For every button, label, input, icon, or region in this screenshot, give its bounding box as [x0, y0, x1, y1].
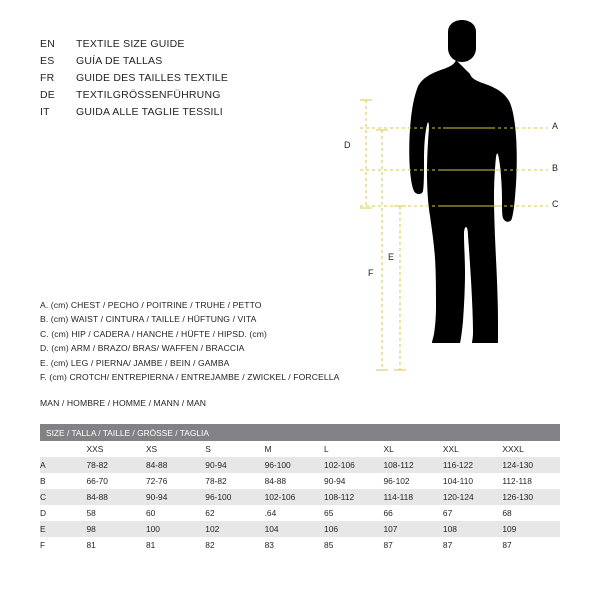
- cell-a-xxs: 78-82: [85, 457, 144, 473]
- legend-line-b: B. (cm) WAIST / CINTURA / TAILLE / HÜFTUNG / VITA: [40, 314, 257, 325]
- cell-d-xxxl: 68: [500, 505, 560, 521]
- row-label-e: E: [40, 521, 85, 537]
- row-label-f: F: [40, 537, 85, 553]
- cell-b-xxxl: 112-118: [500, 473, 560, 489]
- cell-e-xl: 107: [381, 521, 440, 537]
- cell-d-xl: 66: [381, 505, 440, 521]
- cell-e-l: 106: [322, 521, 381, 537]
- language-code: ES: [40, 55, 55, 67]
- size-header-xs: XS: [144, 441, 203, 457]
- language-title: GUIDE DES TAILLES TEXTILE: [76, 72, 229, 84]
- language-row: [40, 87, 340, 104]
- language-code: FR: [40, 72, 55, 84]
- measure-label-a: A: [552, 121, 559, 131]
- row-label-d: D: [40, 505, 85, 521]
- language-code: DE: [40, 89, 55, 101]
- language-row: [40, 104, 340, 121]
- cell-c-xl: 114-118: [381, 489, 440, 505]
- row-label-a: A: [40, 457, 85, 473]
- table-row: [40, 473, 560, 489]
- legend-line-c: C. (cm) HIP / CADERA / HANCHE / HÜFTE / HIPSD. (cm): [40, 328, 267, 339]
- table-size-row: [40, 441, 560, 457]
- size-header-xxs: XXS: [85, 441, 144, 457]
- row-label-c: C: [40, 489, 85, 505]
- cell-c-m: 102-106: [263, 489, 322, 505]
- cell-b-xxl: 104-110: [441, 473, 500, 489]
- size-header-xxxl: XXXL: [500, 441, 560, 457]
- language-title: GUIDA ALLE TAGLIE TESSILI: [76, 106, 223, 118]
- measure-label-d: D: [344, 140, 351, 150]
- cell-c-xs: 90-94: [144, 489, 203, 505]
- cell-e-xxs: 98: [85, 521, 144, 537]
- language-title: GUÍA DE TALLAS: [76, 55, 163, 67]
- language-row: [40, 36, 340, 53]
- cell-a-s: 90-94: [203, 457, 262, 473]
- cell-f-xl: 87: [381, 537, 440, 553]
- cell-d-m: .64: [263, 505, 322, 521]
- cell-b-l: 90-94: [322, 473, 381, 489]
- cell-f-xxxl: 87: [500, 537, 560, 553]
- size-table: [40, 424, 560, 553]
- table-empty-corner: [40, 441, 85, 457]
- cell-c-l: 108-112: [322, 489, 381, 505]
- measure-label-c: C: [552, 199, 559, 209]
- cell-e-xs: 100: [144, 521, 203, 537]
- cell-b-xl: 96-102: [381, 473, 440, 489]
- legend-gender-note: MAN / HOMBRE / HOMME / MANN / MAN: [40, 398, 207, 408]
- table-header-row: [40, 424, 560, 441]
- cell-e-m: 104: [263, 521, 322, 537]
- language-title: TEXTILGRÖSSENFÜHRUNG: [76, 89, 221, 101]
- measurement-legend: [40, 298, 370, 384]
- language-code: EN: [40, 38, 55, 50]
- table-row: [40, 489, 560, 505]
- cell-f-xxl: 87: [441, 537, 500, 553]
- cell-d-xxl: 67: [441, 505, 500, 521]
- cell-a-xs: 84-88: [144, 457, 203, 473]
- cell-e-s: 102: [203, 521, 262, 537]
- row-label-b: B: [40, 473, 85, 489]
- cell-c-xxxl: 126-130: [500, 489, 560, 505]
- measure-label-b: B: [552, 163, 559, 173]
- cell-a-xxl: 116-122: [441, 457, 500, 473]
- legend-line-f: F. (cm) CROTCH/ ENTREPIERNA / ENTREJAMBE / ZWICKEL / FORCELLA: [40, 372, 340, 383]
- legend-line-d: D. (cm) ARM / BRAZO/ BRAS/ WAFFEN / BRACCIA: [40, 343, 245, 354]
- cell-b-s: 78-82: [203, 473, 262, 489]
- cell-b-xxs: 66-70: [85, 473, 144, 489]
- cell-d-xs: 60: [144, 505, 203, 521]
- cell-d-xxs: 58: [85, 505, 144, 521]
- size-header-l: L: [322, 441, 381, 457]
- cell-d-s: 62: [203, 505, 262, 521]
- language-title-block: [40, 36, 340, 121]
- size-header-s: S: [203, 441, 262, 457]
- man-silhouette-icon: [409, 20, 517, 343]
- cell-f-s: 82: [203, 537, 262, 553]
- cell-a-xxxl: 124-130: [500, 457, 560, 473]
- table-row: [40, 457, 560, 473]
- cell-f-m: 83: [263, 537, 322, 553]
- cell-b-m: 84-88: [263, 473, 322, 489]
- size-header-m: M: [263, 441, 322, 457]
- table-row: [40, 521, 560, 537]
- cell-b-xs: 72-76: [144, 473, 203, 489]
- language-code: IT: [40, 106, 50, 118]
- cell-a-xl: 108-112: [381, 457, 440, 473]
- cell-f-xs: 81: [144, 537, 203, 553]
- legend-line-e: E. (cm) LEG / PIERNA/ JAMBE / BEIN / GAMBA: [40, 357, 230, 368]
- cell-c-xxs: 84-88: [85, 489, 144, 505]
- legend-line-a: A. (cm) CHEST / PECHO / POITRINE / TRUHE / PETTO: [40, 300, 262, 310]
- language-title: TEXTILE SIZE GUIDE: [76, 38, 185, 50]
- measure-label-f: F: [368, 268, 374, 278]
- cell-f-xxs: 81: [85, 537, 144, 553]
- table-corner-label: SIZE / TALLA / TAILLE / GRÖSSE / TAGLIA: [40, 424, 560, 441]
- cell-c-xxl: 120-124: [441, 489, 500, 505]
- table-row: [40, 505, 560, 521]
- cell-d-l: 65: [322, 505, 381, 521]
- language-row: [40, 70, 340, 87]
- cell-a-l: 102-106: [322, 457, 381, 473]
- table-row: [40, 537, 560, 553]
- size-header-xxl: XXL: [441, 441, 500, 457]
- cell-e-xxl: 108: [441, 521, 500, 537]
- cell-c-s: 96-100: [203, 489, 262, 505]
- language-row: [40, 53, 340, 70]
- cell-f-l: 85: [322, 537, 381, 553]
- cell-e-xxxl: 109: [500, 521, 560, 537]
- size-header-xl: XL: [381, 441, 440, 457]
- cell-a-m: 96-100: [263, 457, 322, 473]
- measure-label-e: E: [388, 252, 395, 262]
